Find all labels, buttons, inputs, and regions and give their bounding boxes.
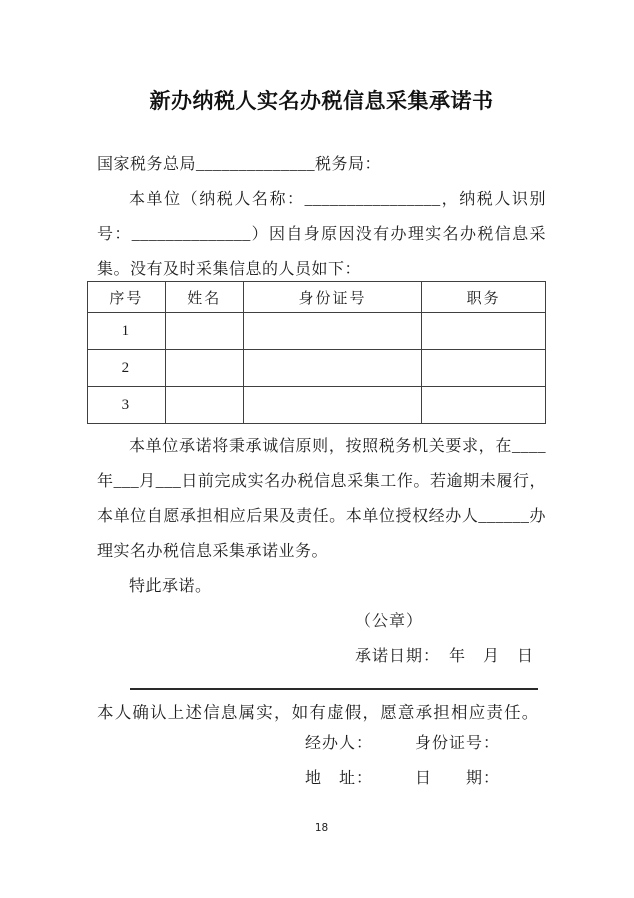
seal-placeholder: （公章）	[355, 613, 424, 630]
table-cell	[165, 313, 243, 350]
table-header-cell: 身份证号	[243, 282, 422, 313]
address-label: 地 址：	[305, 770, 374, 787]
confirmation-line: 本人确认上述信息属实，如有虚假，愿意承担相应责任。	[97, 703, 540, 722]
personnel-table	[87, 281, 546, 424]
table-cell	[243, 313, 422, 350]
section-divider	[130, 688, 538, 690]
table-cell	[165, 350, 243, 387]
table-row	[88, 387, 546, 424]
table-header-cell: 序号	[88, 282, 166, 313]
table-cell	[422, 350, 546, 387]
table-row	[88, 350, 546, 387]
table-cell	[422, 313, 546, 350]
table-cell: 1	[88, 313, 166, 350]
table-row	[88, 313, 546, 350]
table-cell	[422, 387, 546, 424]
table-cell	[243, 350, 422, 387]
intro-paragraph: 本单位（纳税人名称：________________，纳税人识别号：______________）因自身原因没有办理实名办税信息采集。没有及时采集信息的人员如下：	[97, 191, 546, 278]
commitment-date-line: 承诺日期： 年 月 日	[355, 648, 535, 665]
sign-date-label: 日 期：	[415, 770, 501, 787]
page-number: 18	[314, 822, 329, 834]
address-date-row	[305, 761, 546, 796]
commitment-paragraph: 本单位承诺将秉承诚信原则，按照税务机关要求，在____年___月___日前完成实名办税信息采集工作。若逾期未履行，本单位自愿承担相应后果及责任。本单位授权经办人______办理实名办税信息采集承诺业务。	[97, 438, 546, 560]
closing-line: 特此承诺。	[129, 578, 212, 595]
table-cell: 2	[88, 350, 166, 387]
table-header-cell: 职务	[422, 282, 546, 313]
table-header-cell: 姓名	[165, 282, 243, 313]
agent-label: 经办人：	[305, 735, 374, 752]
document-title: 新办纳税人实名办税信息采集承诺书	[149, 90, 494, 113]
agent-signature-row	[305, 726, 546, 761]
table-cell: 3	[88, 387, 166, 424]
table-cell	[243, 387, 422, 424]
table-cell	[165, 387, 243, 424]
seal-block	[355, 604, 546, 674]
agent-id-label: 身份证号：	[415, 735, 501, 752]
table-body	[88, 313, 546, 424]
salutation-line: 国家税务总局______________税务局：	[97, 156, 382, 173]
